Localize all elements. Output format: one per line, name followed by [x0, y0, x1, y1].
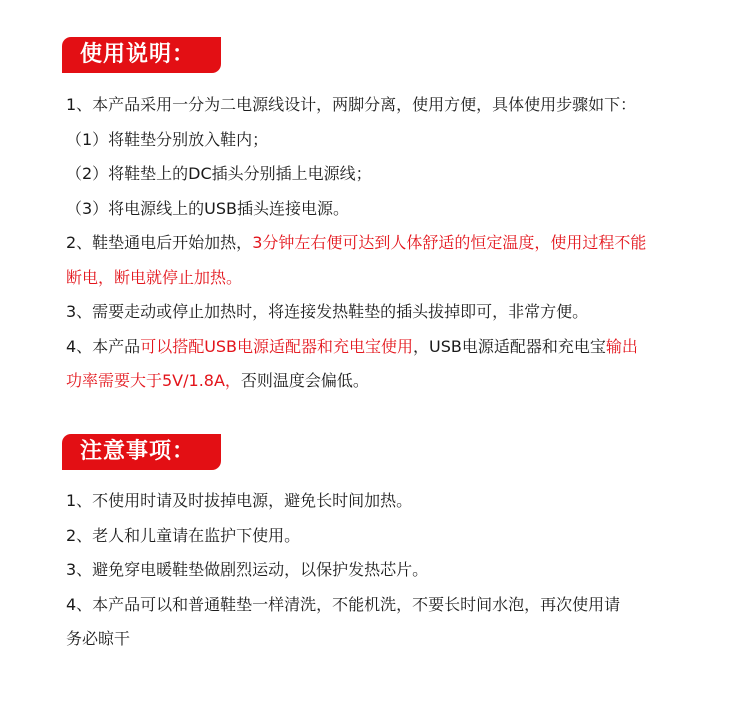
- usage-line-4-highlight-b: 输出: [605, 336, 638, 356]
- notice-list: [66, 484, 730, 657]
- usage-line-4-highlight-a: 可以搭配USB电源适配器和充电宝使用: [140, 336, 414, 356]
- notice-line-3: 3、避免穿电暖鞋垫做剧烈运动，以保护发热芯片。: [66, 560, 429, 579]
- usage-line-4-text-b: ，USB电源适配器和充电宝: [413, 336, 606, 356]
- usage-line-1: 1、本产品采用一分为二电源线设计，两脚分离，使用方便，具体使用步骤如下：: [66, 95, 637, 114]
- usage-line-3: 3、需要走动或停止加热时，将连接发热鞋垫的插头拔掉即可，非常方便。: [66, 302, 589, 321]
- notice-line-4-continued: 务必晾干: [66, 629, 131, 648]
- usage-step-3: （3）将电源线上的USB插头连接电源。: [66, 198, 350, 218]
- usage-line-4-continued-text: 否则温度会偏低。: [240, 371, 369, 390]
- notice-section-title: 注意事项：: [62, 434, 221, 470]
- usage-line-4: [66, 330, 730, 365]
- usage-line-2-continued: 断电，断电就停止加热。: [66, 267, 243, 287]
- usage-line-2-text: 2、鞋垫通电后开始加热，: [66, 233, 253, 252]
- usage-line-2: [66, 226, 730, 261]
- usage-section-title: 使用说明：: [62, 37, 221, 73]
- notice-line-4: 4、本产品可以和普通鞋垫一样清洗，不能机洗，不要长时间水泡，再次使用请: [66, 594, 621, 614]
- usage-step-2: （2）将鞋垫上的DC插头分别插上电源线；: [66, 164, 372, 183]
- usage-instructions-list: [66, 88, 730, 399]
- usage-line-4-continued-highlight: 功率需要大于5V/1.8A，: [66, 371, 241, 390]
- notice-line-1: 1、不使用时请及时拔掉电源，避免长时间加热。: [66, 491, 413, 510]
- notice-line-2: 2、老人和儿童请在监护下使用。: [66, 525, 301, 545]
- usage-line-4-continued: [66, 364, 730, 399]
- usage-line-4-text-a: 4、本产品: [66, 336, 141, 356]
- usage-line-2-highlight: 3分钟左右便可达到人体舒适的恒定温度，使用过程不能: [252, 233, 647, 252]
- usage-step-1: （1）将鞋垫分别放入鞋内；: [66, 129, 269, 149]
